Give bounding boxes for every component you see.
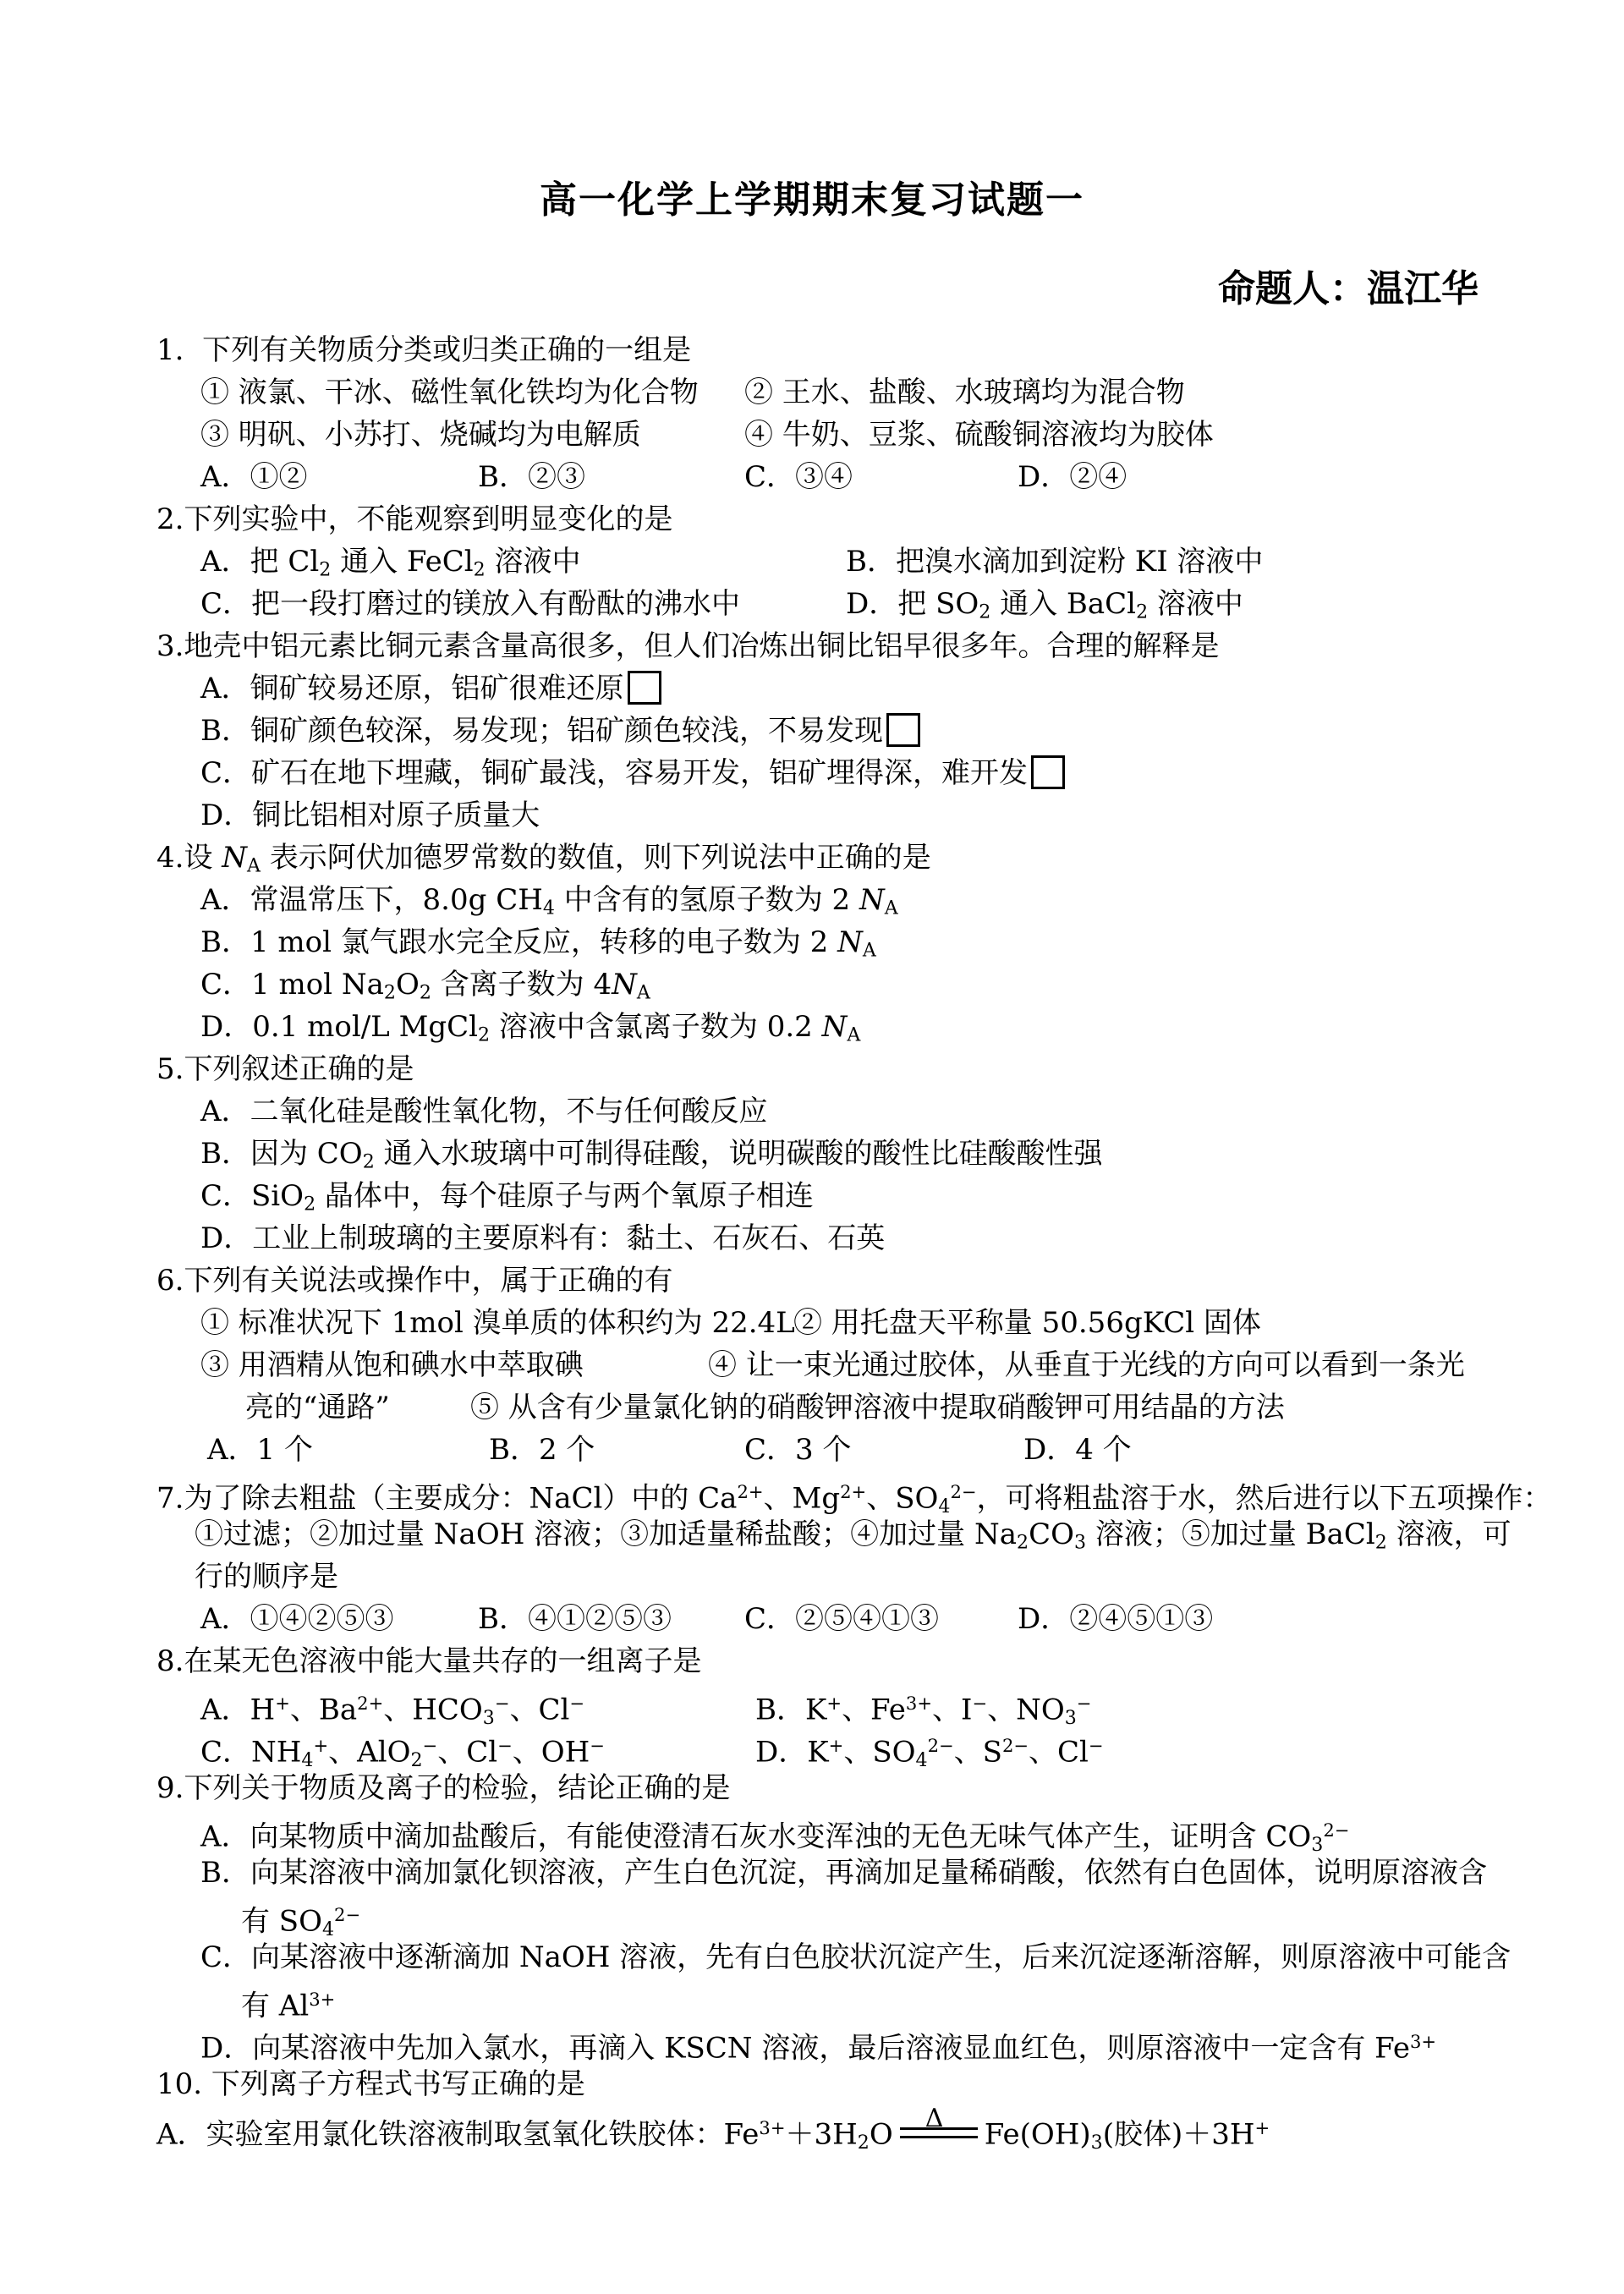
q9-option-a: A．向某物质中滴加盐酸后，有能使澄清石灰水变浑浊的无色无味气体产生，证明含 $CO_3^{2-}$ <box>200 1819 1350 1857</box>
q1-option-a: A．①② <box>200 460 308 494</box>
q5-option-a: A．二氧化硅是酸性氧化物，不与任何酸反应 <box>200 1095 768 1128</box>
q6-statement-4: ④ 让一束光通过胶体，从垂直于光线的方向可以看到一条光 <box>708 1348 1465 1382</box>
q7-option-b: B．④①②⑤③ <box>478 1602 672 1636</box>
answer-box <box>886 713 920 747</box>
q6-statement-1: ① 标准状况下 1mol 溴单质的体积约为 22.4L <box>200 1306 795 1340</box>
q1-statement-4: ④ 牛奶、豆浆、硫酸铜溶液均为胶体 <box>744 418 1214 452</box>
q1-option-d: D．②④ <box>1018 460 1127 494</box>
q3-stem: 3.地壳中铝元素比铜元素含量高很多，但人们冶炼出铜比铝早很多年。合理的解释是 <box>156 629 1220 663</box>
q9-option-b-cont: 有 $SO_4^{2-}$ <box>241 1904 361 1941</box>
q9-option-c-cont: 有 $Al^{3+}$ <box>241 1989 336 2023</box>
q6-option-c: C．3 个 <box>744 1433 852 1467</box>
q6-statement-2: ② 用托盘天平称量 50.56gKCl 固体 <box>793 1306 1261 1340</box>
q1-statement-3: ③ 明矾、小苏打、烧碱均为电解质 <box>200 418 641 452</box>
q4-option-c: C．1 mol $Na_2O_2$ 含离子数为 $4N_A$ <box>200 968 650 1004</box>
q2-option-c: C．把一段打磨过的镁放入有酚酞的沸水中 <box>200 587 741 621</box>
q7-option-d: D．②④⑤①③ <box>1018 1602 1214 1636</box>
answer-box <box>628 671 661 705</box>
q9-option-c: C．向某溶液中逐渐滴加 NaOH 溶液，先有白色胶状沉淀产生，后来沉淀逐渐溶解，则原溶液中可能含 <box>200 1940 1512 1974</box>
q1-statement-2: ② 王水、盐酸、水玻璃均为混合物 <box>744 376 1185 409</box>
page-title: 高一化学上学期期末复习试题一 <box>540 178 1084 222</box>
q7-option-c: C．②⑤④①③ <box>744 1602 940 1636</box>
q4-option-b: B．1 mol 氯气跟水完全反应，转移的电子数为 2 $N_A$ <box>200 925 876 962</box>
author-line: 命题人：温江华 <box>1218 267 1479 310</box>
q1-option-b: B．②③ <box>478 460 585 494</box>
q6-option-b: B．2 个 <box>489 1433 595 1467</box>
q7-stem: 7.为了除去粗盐（主要成分：NaCl）中的 $Ca^{2+}$、$Mg^{2+}$、$SO_4^{2-}$，可将粗盐溶于水，然后进行以下五项操作： <box>156 1481 1552 1518</box>
q1-option-c: C．③④ <box>744 460 853 494</box>
q5-option-c: C．SiO$_2$ 晶体中，每个硅原子与两个氧原子相连 <box>200 1179 814 1216</box>
q2-stem: 2.下列实验中，不能观察到明显变化的是 <box>156 502 673 536</box>
q9-option-d: D．向某溶液中先加入氯水，再滴入 KSCN 溶液，最后溶液显血红色，则原溶液中一定含有 $Fe^{3+}$ <box>200 2031 1437 2066</box>
q6-option-d: D．4 个 <box>1023 1433 1132 1467</box>
q1-statement-1: ① 液氯、干冰、磁性氧化铁均为化合物 <box>200 376 699 409</box>
q1-stem: 1. 下列有关物质分类或归类正确的一组是 <box>156 333 692 367</box>
q3-option-a: A．铜矿较易还原，铝矿很难还原 <box>200 670 661 711</box>
answer-box <box>1031 755 1065 789</box>
heating-condition-arrow <box>900 2103 978 2149</box>
q6-statement-4-cont: 亮的“通路” <box>245 1391 390 1424</box>
q8-option-b: B．K+、$Fe^{3+}$、I−、$NO_3^-$ <box>755 1693 1092 1730</box>
delta-symbol: Δ <box>924 2103 944 2133</box>
q4-stem: 4.设 $N_A$ 表示阿伏加德罗常数的数值，则下列说法中正确的是 <box>156 841 931 877</box>
q4-option-d: D．0.1 mol/L MgCl$_2$ 溶液中含氯离子数为 0.2 $N_A$ <box>200 1010 861 1046</box>
q7-option-a: A．①④②⑤③ <box>200 1602 394 1636</box>
q6-stem: 6.下列有关说法或操作中，属于正确的有 <box>156 1264 673 1298</box>
q7-operations: ①过滤；②加过量 NaOH 溶液；③加适量稀盐酸；④加过量 $Na_2CO_3$ 溶液；⑤加过量 BaCl$_2$ 溶液，可 <box>195 1517 1512 1554</box>
q10-option-a: A．实验室用氯化铁溶液制取氢氧化铁胶体：$Fe^{3+}+3H_2O$ Δ $Fe(OH)_3$(胶体)＋3H+ <box>156 2110 1270 2150</box>
q3-option-c: C．矿石在地下埋藏，铜矿最浅，容易开发，铝矿埋得深，难开发 <box>200 755 1065 795</box>
q9-option-b: B．向某溶液中滴加氯化钡溶液，产生白色沉淀，再滴加足量稀硝酸，依然有白色固体，说明原溶液含 <box>200 1856 1487 1890</box>
q10-stem: 10. 下列离子方程式书写正确的是 <box>156 2067 585 2101</box>
q6-statement-3: ③ 用酒精从饱和碘水中萃取碘 <box>200 1348 584 1382</box>
q2-option-d: D．把 $SO_2$ 通入 BaCl$_2$ 溶液中 <box>846 587 1243 623</box>
q5-option-d: D．工业上制玻璃的主要原料有：黏土、石灰石、石英 <box>200 1221 886 1255</box>
q5-stem: 5.下列叙述正确的是 <box>156 1052 414 1086</box>
q6-statement-5: ⑤ 从含有少量氯化钠的硝酸钾溶液中提取硝酸钾可用结晶的方法 <box>470 1391 1285 1424</box>
q2-option-a: A．把 $Cl_2$ 通入 FeCl$_2$ 溶液中 <box>200 545 581 581</box>
q8-stem: 8.在某无色溶液中能大量共存的一组离子是 <box>156 1644 702 1678</box>
q8-option-a: A．H+、$Ba^{2+}$、$HCO_3^-$、Cl− <box>200 1693 585 1730</box>
q6-option-a: A．1 个 <box>207 1433 313 1467</box>
q3-option-d: D．铜比铝相对原子质量大 <box>200 799 540 832</box>
q7-operations-cont: 行的顺序是 <box>195 1560 338 1594</box>
q4-option-a: A．常温常压下，8.0g $CH_4$ 中含有的氢原子数为 2 $N_A$ <box>200 883 898 919</box>
q8-option-d: D．K+、$SO_4^{2-}$、$S^{2-}$、Cl− <box>755 1735 1104 1772</box>
q8-option-c: C．$NH_4^+$、AlO$_2$−、Cl−、OH− <box>200 1735 605 1772</box>
q3-option-b: B．铜矿颜色较深，易发现；铝矿颜色较浅，不易发现 <box>200 712 920 753</box>
q9-stem: 9.下列关于物质及离子的检验，结论正确的是 <box>156 1771 731 1805</box>
q2-option-b: B．把溴水滴加到淀粉 KI 溶液中 <box>846 545 1264 579</box>
q5-option-b: B．因为 $CO_2$ 通入水玻璃中可制得硅酸，说明碳酸的酸性比硅酸酸性强 <box>200 1137 1103 1173</box>
